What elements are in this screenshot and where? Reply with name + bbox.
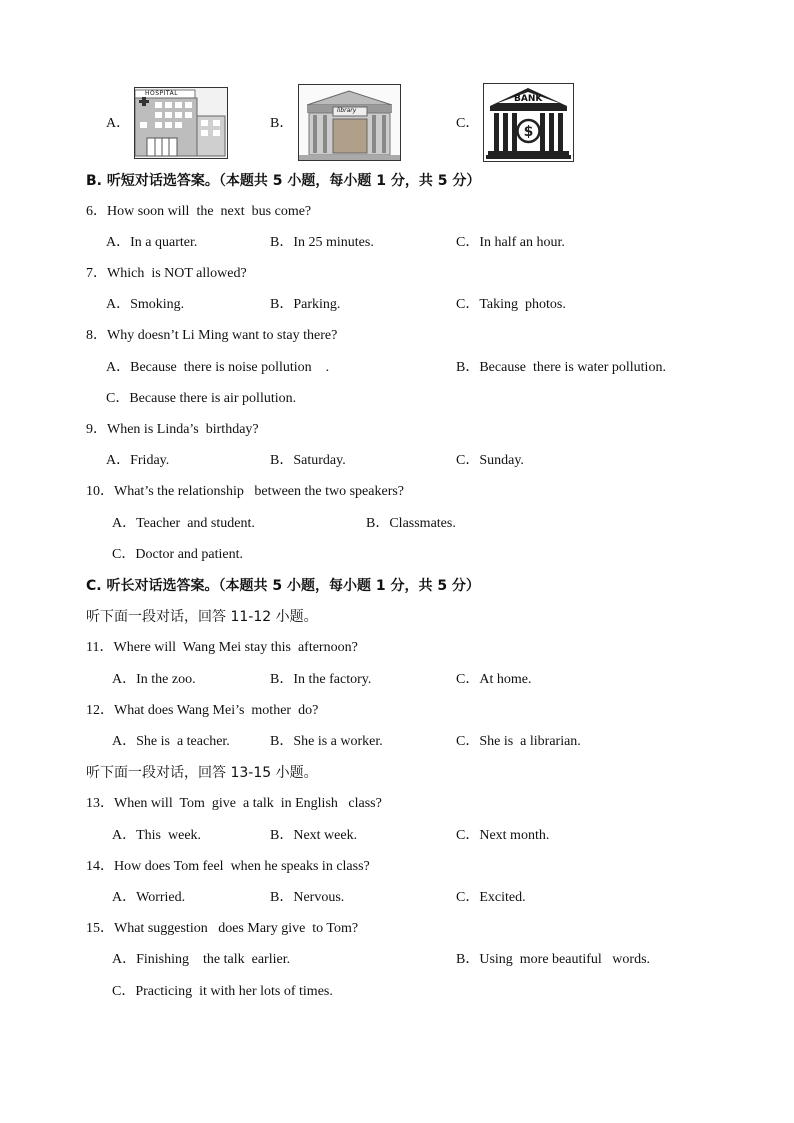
q12-option-c[interactable]: C．She is a librarian. <box>456 734 581 749</box>
q6-option-c[interactable]: C．In half an hour. <box>456 235 565 250</box>
q8-option-b[interactable]: B．Because there is water pollution. <box>456 360 666 375</box>
q14-option-a[interactable]: A．Worried. <box>112 890 186 905</box>
section-c-intro-1: 听下面一段对话，回答 11-12 小题。 <box>86 609 318 625</box>
q13-option-c[interactable]: C．Next month. <box>456 828 550 843</box>
hospital-icon <box>135 88 227 158</box>
q7-option-c[interactable]: C．Taking photos. <box>456 297 566 312</box>
svg-text:$: $ <box>523 124 534 140</box>
q12-option-a[interactable]: A．She is a teacher. <box>112 734 230 749</box>
q10-option-a[interactable]: A．Teacher and student. <box>112 516 255 531</box>
question-12: 12．What does Wang Mei’s mother do? <box>86 703 319 718</box>
q6-option-a[interactable]: A．In a quarter. <box>106 235 198 250</box>
q11-option-c[interactable]: C．At home. <box>456 672 532 687</box>
q15-option-a[interactable]: A．Finishing the talk earlier. <box>112 952 291 967</box>
q5-option-a-letter: A． <box>106 116 131 131</box>
library-sign-text: library <box>337 107 357 114</box>
question-15: 15．What suggestion does Mary give to Tom? <box>86 921 359 936</box>
q6-option-b[interactable]: B．In 25 minutes. <box>270 235 374 250</box>
q10-option-b[interactable]: B．Classmates. <box>366 516 456 531</box>
hospital-picture[interactable] <box>134 87 228 159</box>
question-6: 6．How soon will the next bus come? <box>86 204 312 219</box>
question-9: 9．When is Linda’s birthday? <box>86 422 259 437</box>
q7-option-a[interactable]: A．Smoking. <box>106 297 185 312</box>
q9-option-b[interactable]: B．Saturday. <box>270 453 346 468</box>
question-10: 10．What’s the relationship between the two speakers? <box>86 484 405 499</box>
library-picture[interactable] <box>298 84 401 161</box>
library-icon <box>299 85 400 160</box>
q14-option-b[interactable]: B．Nervous. <box>270 890 345 905</box>
q5-option-c-letter: C． <box>456 116 480 131</box>
q15-option-c[interactable]: C．Practicing it with her lots of times. <box>112 984 333 999</box>
q11-option-a[interactable]: A．In the zoo. <box>112 672 196 687</box>
q7-option-b[interactable]: B．Parking. <box>270 297 341 312</box>
section-b-title: B. 听短对话选答案。（本题共 5 小题，每小题 1 分，共 5 分） <box>86 173 481 189</box>
q9-option-a[interactable]: A．Friday. <box>106 453 170 468</box>
question-13: 13．When will Tom give a talk in English class? <box>86 796 382 811</box>
section-c-intro-2: 听下面一段对话，回答 13-15 小题。 <box>86 765 318 781</box>
q8-option-a[interactable]: A．Because there is noise pollution . <box>106 360 330 375</box>
q8-option-c[interactable]: C．Because there is air pollution. <box>106 391 297 406</box>
q14-option-c[interactable]: C．Excited. <box>456 890 526 905</box>
bank-sign-text: BANK <box>514 94 543 104</box>
q12-option-b[interactable]: B．She is a worker. <box>270 734 383 749</box>
q15-option-b[interactable]: B．Using more beautiful words. <box>456 952 651 967</box>
q5-option-b-letter: B． <box>270 116 294 131</box>
q10-option-c[interactable]: C．Doctor and patient. <box>112 547 244 562</box>
question-14: 14．How does Tom feel when he speaks in class? <box>86 859 370 874</box>
q11-option-b[interactable]: B．In the factory. <box>270 672 372 687</box>
section-c-title: C. 听长对话选答案。（本题共 5 小题，每小题 1 分，共 5 分） <box>86 578 480 594</box>
question-7: 7．Which is NOT allowed? <box>86 266 247 281</box>
question-11: 11．Where will Wang Mei stay this afternoon? <box>86 640 358 655</box>
question-8: 8．Why doesn’t Li Ming want to stay there? <box>86 328 338 343</box>
q9-option-c[interactable]: C．Sunday. <box>456 453 524 468</box>
q13-option-b[interactable]: B．Next week. <box>270 828 358 843</box>
hospital-sign-text: HOSPITAL <box>145 90 179 97</box>
q13-option-a[interactable]: A．This week. <box>112 828 202 843</box>
bank-picture[interactable] <box>483 83 574 162</box>
